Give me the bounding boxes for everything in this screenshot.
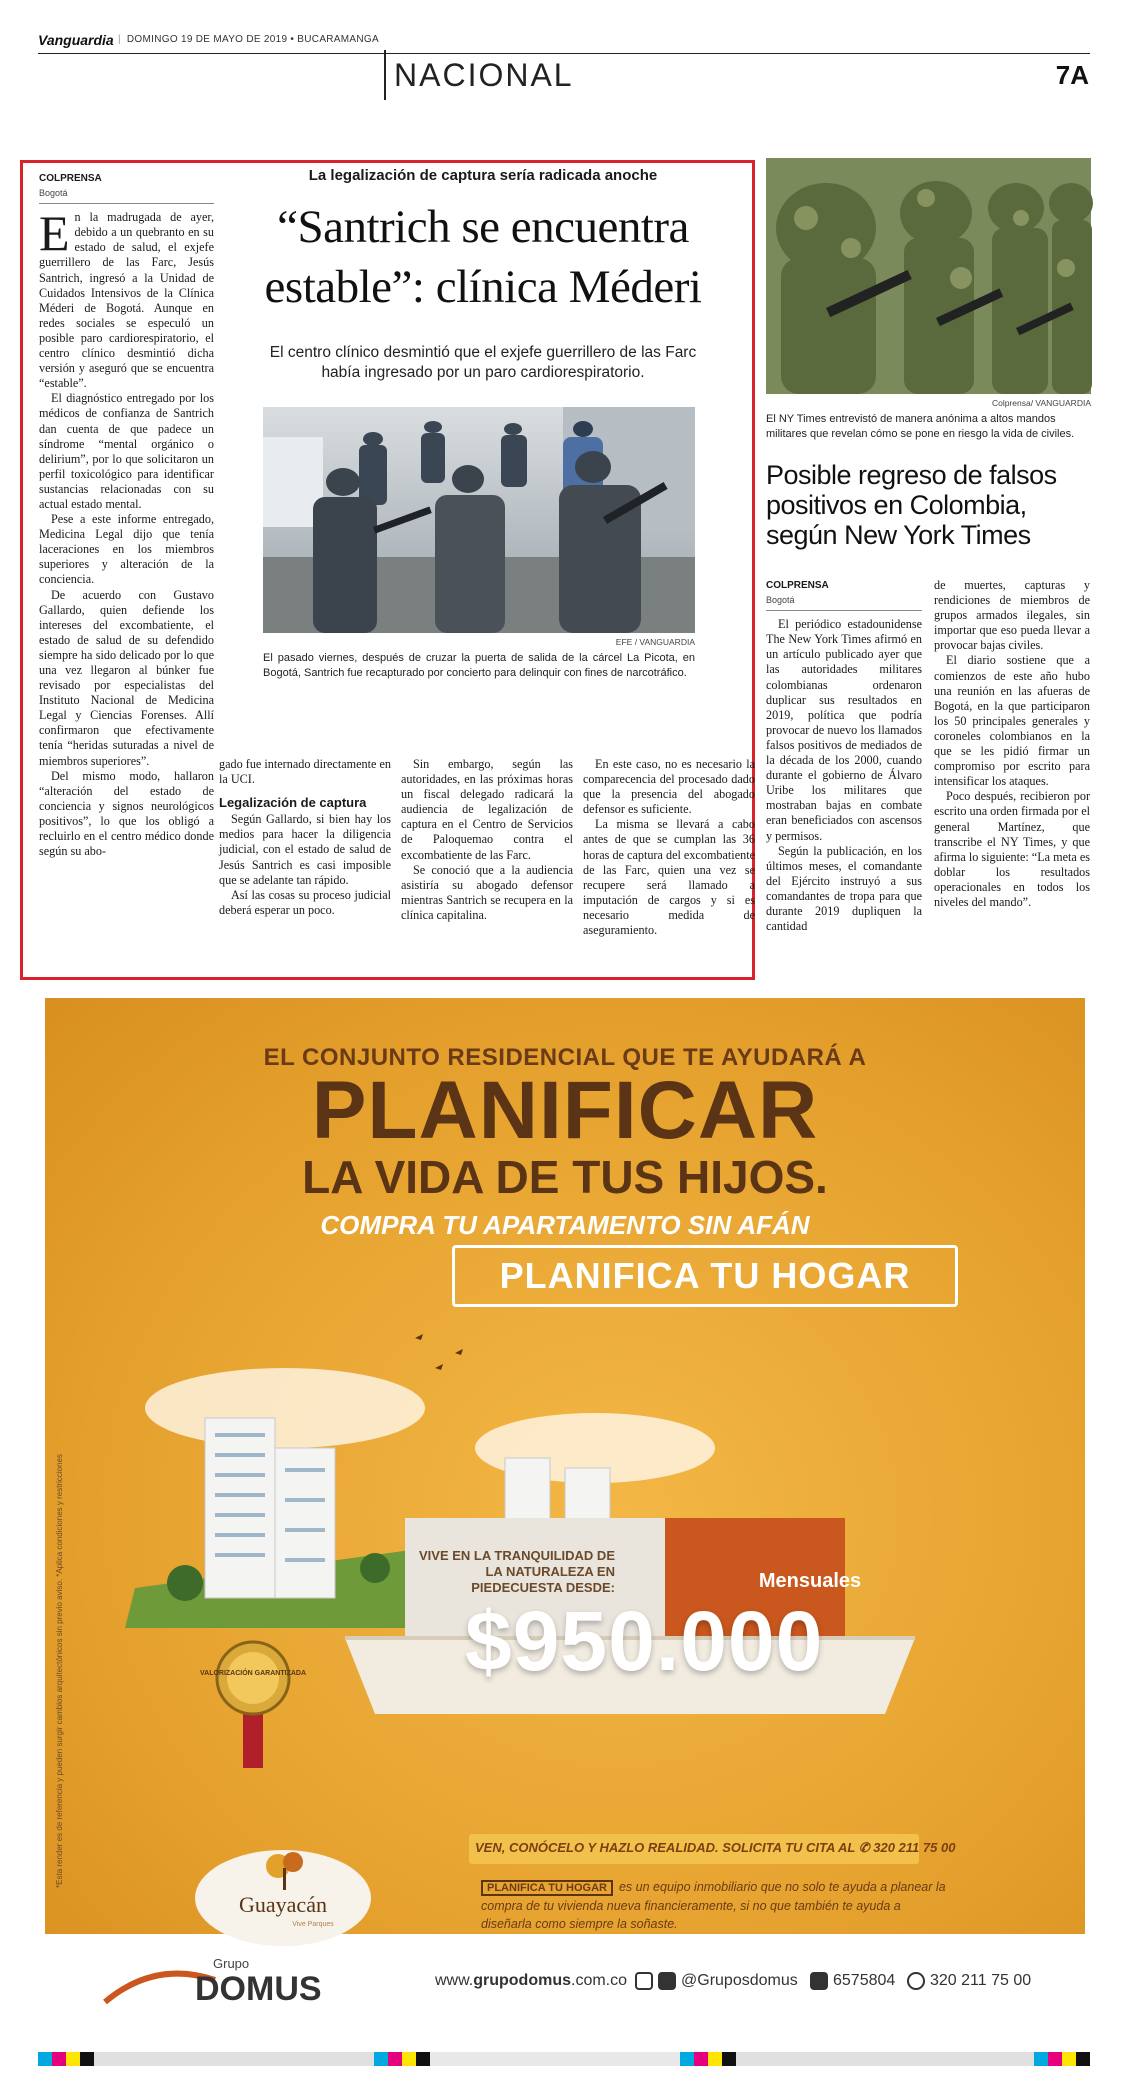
gray-strip xyxy=(94,2052,374,2066)
paragraph: Se conoció que a la audiencia asistiría su abogado defensor mientras Santrich se recupera en la clínica capitalina. xyxy=(401,862,573,922)
paragraph: En la madrugada de ayer, debido a un quebranto en su estado de salud, el exjefe guerrillero de las Farc, Jesús Santrich, ingresó a la Unidad de Cuidados Intensivos de la Clínica Méderi de Bogotá. Aunque en redes sociales se especuló un posible paro cardiorespiratorio, el centro clínico desmintió dicha versión y aseguró que se encuentra “estable”. xyxy=(39,205,214,391)
logo-small: Grupo xyxy=(213,1956,250,1971)
facebook-icon xyxy=(658,1972,676,1990)
paragraph: de muertes, capturas y rendiciones de miembros de grupos armados ilegales, sin importar que eso pueda llevar a provocar bajas civiles. xyxy=(934,578,1090,653)
website[interactable]: www.grupodomus.com.co xyxy=(435,1972,628,1989)
ad-subtitle: LA VIDA DE TUS HIJOS. xyxy=(302,1151,828,1203)
ad-tagline: EL CONJUNTO RESIDENCIAL QUE TE AYUDARÁ A xyxy=(263,1044,867,1071)
paragraph: Así las cosas su proceso judicial deberá esperar un poco. xyxy=(219,887,391,917)
photo-illustration xyxy=(263,407,695,633)
magenta-swatch xyxy=(52,2052,66,2066)
newspaper-brand: Vanguardia xyxy=(38,32,114,48)
ad-plan-button: PLANIFICA TU HOGAR xyxy=(452,1245,958,1307)
paragraph: De acuerdo con Gustavo Gallardo, quien defiende los intereses del excombatiente, el estado de salud de su defendido siempre ha sido delicado por lo que una vez llegaron al búnker fue revisado por especialistas del Instituto Nacional de Medicina Legal y Ciencias Forenses. Allí confirmaron que efectivamente tenía “heridas suturadas a nivel de miembros superiores”. xyxy=(39,587,214,768)
ad-location-text: VIVE EN LA TRANQUILIDAD DE LA NATURALEZA EN PIEDECUESTA DESDE: xyxy=(419,1548,615,1595)
ad-description: PLANIFICA TU HOGAR es un equipo inmobiliario que no solo te ayuda a planear la compra de tu vivienda nueva financieramente, si no que también te ayuda a diseñarla como siempre la soñaste. xyxy=(481,1880,946,1931)
paragraph: gado fue internado directamente en la UCI. xyxy=(219,757,391,787)
logo-text: Guayacán xyxy=(239,1892,327,1917)
black-swatch xyxy=(722,2052,736,2066)
paragraph: El periódico estadounidense The New York Times afirmó en un artículo publicado ayer que las autoridades militares colombianas ordenaron duplicar sus resultados en 2019, política que podría provocar de nuevo los llamados falsos positivos de mediados de la década de los 2000, cuando durante el gobierno de Álvaro Uribe los militares que mostraban bajas en combate eran beneficiados con ascensos y permisos. xyxy=(766,617,922,843)
yellow-swatch xyxy=(66,2052,80,2066)
cyan-swatch xyxy=(38,2052,52,2066)
paragraph: Según la publicación, en los últimos meses, el comandante del Ejército instruyó a sus comandantes de tropa para que durante 2019 dupliquen la cantidad xyxy=(766,843,922,934)
phone-whatsapp[interactable]: 320 211 75 00 xyxy=(907,1972,1031,1990)
paragraph: Poco después, recibieron por escrito una orden firmada por el general Martínez, que transcribe el NY Times, y que afirma lo siguiente: “La meta es doblar los resultados operacionales en todos los niveles del mando”. xyxy=(934,789,1091,909)
magenta-swatch xyxy=(388,2052,402,2066)
yellow-swatch xyxy=(1062,2052,1076,2066)
whatsapp-icon xyxy=(907,1972,925,1990)
logo-subtext: Vive Parques xyxy=(292,1921,334,1928)
main-column-4 xyxy=(583,757,755,938)
real-estate-ad xyxy=(45,998,1085,1934)
police-escort-photo xyxy=(263,407,695,633)
ad-footer xyxy=(45,1948,1085,2028)
cyan-swatch xyxy=(1034,2052,1048,2066)
side-headline: Posible regreso de falsos positivos en Colombia, según New York Times xyxy=(766,460,1057,550)
yellow-swatch xyxy=(708,2052,722,2066)
photo-caption: El NY Times entrevistó de manera anónima a altos mandos militares que revelan cómo se pone en riesgo la vida de civiles. xyxy=(766,413,1075,440)
photo-illustration xyxy=(766,158,1091,394)
phone-icon xyxy=(810,1972,828,1990)
side-column-1 xyxy=(766,578,922,934)
ad-call-to-action: VEN, CONÓCELO Y HAZLO REALIDAD. SOLICITA TU CITA AL ✆ 320 211 75 00 xyxy=(475,1840,956,1855)
logo-big: DOMUS xyxy=(195,1970,322,2008)
paragraph: El diario sostiene que a comienzos de este año hubo una reunión en las afueras de Bogotá, en la que participaron los 50 principales generales y coroneles colombianos en la que se les pidió firmar un compromiso por escrito para intensificar los ataques. xyxy=(934,653,1090,789)
paragraph: El diagnóstico entregado por los médicos de confianza de Santrich dan cuenta de que padece un síndrome “mental orgánico o delirium”, por lo que solicitaron un perfil toxicológico para identificar sustancias relacionadas con su actual estado mental. xyxy=(39,391,214,511)
instagram-icon xyxy=(635,1972,653,1990)
byline-agency: COLPRENSA xyxy=(39,173,102,184)
domus-logo xyxy=(95,1950,355,2010)
gray-strip xyxy=(430,2052,680,2066)
guarantee-badge-icon xyxy=(199,1638,307,1768)
cyan-swatch xyxy=(374,2052,388,2066)
gray-strip xyxy=(736,2052,1034,2066)
ad-title: PLANIFICAR xyxy=(311,1065,819,1156)
black-swatch xyxy=(416,2052,430,2066)
paragraph: Según Gallardo, si bien hay los medios para hacer la diligencia judicial, con el estado de salud de Jesús Santrich es casi imposible que se adelante tan rápido. xyxy=(219,812,391,887)
magenta-swatch xyxy=(694,2052,708,2066)
section-header xyxy=(384,50,574,100)
drop-cap: E xyxy=(39,205,70,262)
paragraph: Del mismo modo, hallaron “alteración del estado de conciencia y signos neurológicos positivos”, lo que los obligó a recluirlo en el centro médico donde según su abo- xyxy=(39,768,214,859)
yellow-swatch xyxy=(402,2052,416,2066)
black-swatch xyxy=(1076,2052,1090,2066)
black-swatch xyxy=(80,2052,94,2066)
paragraph: Pese a este informe entregado, Medicina Legal dijo que tenía laceraciones en los miembros superiores y alteración de la conciencia. xyxy=(39,512,214,587)
ad-price: $950.000 xyxy=(465,1594,824,1688)
side-column-2 xyxy=(934,578,1090,910)
photo-credit: EFE / VANGUARDIA xyxy=(615,637,695,647)
guayacan-logo xyxy=(193,1838,373,1948)
main-column-1 xyxy=(39,171,214,859)
article-deck: El centro clínico desmintió que el exjefe guerrillero de las Farc había ingresado por un paro cardiorespiratorio. xyxy=(269,344,697,381)
paragraph: La misma se llevará a cabo antes de que se cumplan las 36 horas de captura del excombatiente de las Farc, quien una vez se recupere será llamado a imputación de cargos y si es necesario medida de aseguramiento. xyxy=(583,817,755,938)
byline-city: Bogotá xyxy=(39,186,214,204)
ad-slogan: COMPRA TU APARTAMENTO SIN AFÁN xyxy=(320,1210,810,1240)
main-column-2 xyxy=(219,757,391,918)
photo-caption: El pasado viernes, después de cruzar la puerta de salida de la cárcel La Picota, en Bogotá, Santrich fue recapturado por concierto para delinquir con fines de narcotráfico. xyxy=(263,652,695,679)
page-number: 7A xyxy=(1055,60,1089,90)
print-color-bar xyxy=(38,2052,1090,2066)
photo-credit: Colprensa/ VANGUARDIA xyxy=(991,398,1091,408)
badge-text: VALORIZACIÓN GARANTIZADA xyxy=(199,1670,307,1677)
paragraph: Sin embargo, según las autoridades, en las próximas horas un fiscal delegado radicará la audiencia de legalización de captura en el Centro de Servicios de Paloquemao contra el excombatiente de las Farc. xyxy=(401,757,573,862)
article-kicker: La legalización de captura sería radicada anoche xyxy=(308,167,658,184)
magenta-swatch xyxy=(1048,2052,1062,2066)
soldiers-photo xyxy=(766,158,1091,394)
byline-city: Bogotá xyxy=(766,593,922,611)
byline-agency: COLPRENSA xyxy=(766,580,829,591)
section-name: NACIONAL xyxy=(394,57,574,93)
paragraph: En este caso, no es necesario la comparecencia del procesado dado que la presencia del abogado defensor es suficiente. xyxy=(583,757,755,817)
ad-tag: PLANIFICA TU HOGAR xyxy=(481,1880,613,1896)
main-article xyxy=(20,160,755,980)
article-subhead: Legalización de captura xyxy=(219,795,367,811)
ad-monthly-label: Mensuales xyxy=(758,1570,862,1592)
main-column-3 xyxy=(401,757,573,923)
phone-landline[interactable]: 6575804 xyxy=(810,1972,895,1990)
dateline: | DOMINGO 19 DE MAYO DE 2019 • BUCARAMANGA xyxy=(118,34,379,45)
article-headline: “Santrich se encuentra estable”: clínica Méderi xyxy=(264,201,702,313)
cyan-swatch xyxy=(680,2052,694,2066)
ad-disclaimer: *Esta render es de referencia y pueden surgir cambios arquitectónicos sin previo aviso. *Aplica condiciones y restricciones xyxy=(55,1454,64,1888)
social-handle[interactable]: @Gruposdomus xyxy=(635,1972,798,1990)
